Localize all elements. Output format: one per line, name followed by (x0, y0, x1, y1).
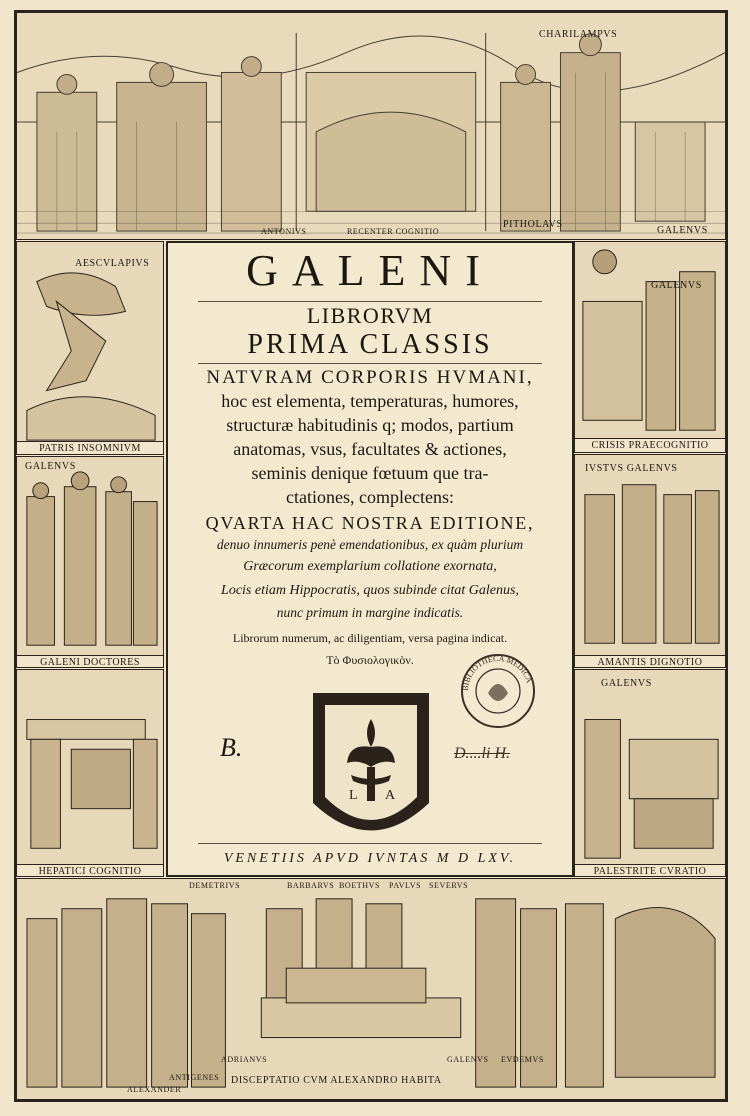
woodcut-bottom (16, 878, 726, 1100)
label-barbarus: BARBARVS (287, 881, 335, 890)
label-galenus-right-1: GALENVS (651, 280, 702, 291)
body-line-4: seminis denique fœtuum que tra- (251, 463, 489, 483)
woodcut-right-2 (574, 454, 726, 668)
note-line: Librorum numerum, ac diligentiam, versa pagina indicat. (232, 631, 508, 645)
woodcut-right-3-illustration (575, 670, 725, 876)
caption-patris-insomnium: PATRIS INSOMNIVM (17, 441, 163, 455)
label-severus: SEVERVS (429, 881, 469, 890)
label-galenus-left-2: GALENVS (25, 461, 76, 472)
label-eudemus: EVDEMVS (501, 1055, 544, 1064)
body-line-1: hoc est elementa, temperaturas, humores, (221, 391, 519, 411)
signature-right: D....li H. (454, 745, 510, 762)
caption-amantis-dignotio: AMANTIS DIGNOTIO (575, 655, 725, 668)
label-boethus: BOETHVS (339, 881, 381, 890)
woodcut-top-illustration (17, 13, 725, 239)
label-charilampus: CHARILAMPVS (539, 29, 618, 40)
title-main: GALENI (246, 246, 494, 295)
title-line-3: PRIMA CLASSIS (247, 329, 493, 360)
woodcut-top (16, 12, 726, 240)
library-stamp (458, 651, 538, 731)
edition-line: QVARTA HAC NOSTRA EDITIONE, (205, 513, 535, 533)
rule-2 (198, 363, 542, 364)
woodcut-right-1-illustration (575, 242, 725, 452)
printers-device-emblem (303, 683, 439, 843)
title-box (166, 241, 574, 877)
woodcut-left-2-illustration (17, 457, 163, 667)
emblem-letter-a: A (385, 788, 396, 803)
body-line-2: structuræ habitudinis q; modos, partium (226, 415, 514, 435)
title-line-2: LIBRORVM (306, 303, 434, 328)
italic-line-2: Græcorum exemplarium collatione exornata, (243, 559, 497, 574)
caption-galeni-doctores: GALENI DOCTORES (17, 655, 163, 668)
caption-hepatici-cognitio: HEPATICI COGNITIO (17, 864, 163, 877)
label-adrianus: ADRIANVS (221, 1055, 268, 1064)
body-line-5: ctationes, complectens: (286, 487, 454, 507)
imprint-line: VENETIIS APVD IVNTAS M D LXV. (223, 851, 517, 866)
italic-line-1: denuo innumeris penè emendationibus, ex quàm plurium (216, 537, 524, 552)
label-galenus-right-3: GALENVS (601, 678, 652, 689)
italic-line-4: nunc primum in margine indicatis. (276, 605, 464, 620)
label-recenter: RECENTER COGNITIO (347, 227, 440, 236)
woodcut-right-3 (574, 669, 726, 877)
rule-imprint (198, 843, 542, 844)
label-demetrius: DEMETRIVS (189, 881, 241, 890)
woodcut-right-1 (574, 241, 726, 453)
body-line-3: anatomas, vsus, facultates & actiones, (233, 439, 507, 459)
greek-line: Τὸ Φυσιολογικὸν. (326, 653, 414, 667)
label-alexander: ALEXANDER (127, 1085, 182, 1094)
caption-disceptatio: DISCEPTATIO CVM ALEXANDRO HABITA (231, 1075, 442, 1086)
woodcut-right-2-illustration (575, 455, 725, 667)
emblem-letter-l: L (349, 788, 358, 803)
woodcut-left-3-illustration (17, 670, 163, 876)
label-antonius: ANTONIVS (261, 227, 307, 236)
label-pitholaus: PITHOLAVS (503, 219, 563, 230)
label-paulus: PAVLVS (389, 881, 422, 890)
woodcut-left-3 (16, 669, 164, 877)
label-galenus-bottom: GALENVS (447, 1055, 489, 1064)
woodcut-bottom-illustration (17, 879, 725, 1099)
signature-left: B. (220, 733, 243, 762)
rule-1 (198, 301, 542, 302)
label-iustus-galenus: IVSTVS GALENVS (585, 463, 678, 474)
caption-palestrite-curatio: PALESTRITE CVRATIO (575, 864, 725, 877)
title-line-4: NATVRAM CORPORIS HVMANI, (206, 367, 534, 388)
label-galenus-top: GALENVS (657, 225, 708, 236)
woodcut-left-1 (16, 241, 164, 455)
italic-line-3: Locis etiam Hippocratis, quos subinde citat Galenus, (221, 583, 519, 598)
label-antigenes: ANTIGENES (169, 1073, 220, 1082)
stamp-text: BIBLIOTHECA MEDICA (460, 653, 534, 692)
label-aesculapius: AESCVLAPIVS (75, 258, 150, 269)
woodcut-left-1-illustration (17, 242, 163, 454)
woodcut-left-2 (16, 456, 164, 668)
caption-crisis-praecognitio: CRISIS PRAECOGNITIO (575, 438, 725, 453)
